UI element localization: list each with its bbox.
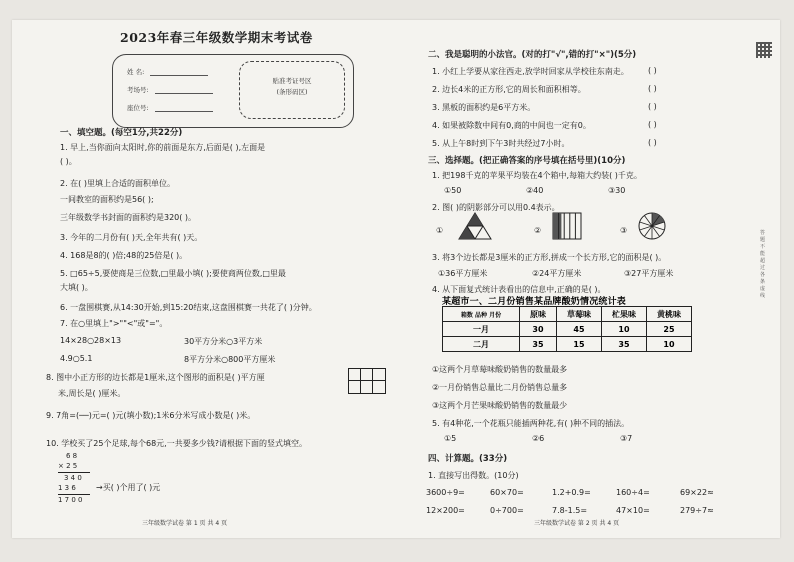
name-field[interactable]: [150, 75, 208, 76]
table-cell: 25: [647, 322, 692, 337]
calc-item: 60×70=: [490, 488, 524, 497]
section-2-heading: 二、我是聪明的小法官。(对的打"√",错的打"×")(5分): [428, 50, 637, 60]
choice-3: 3. 将3个边长都是3厘米的正方形,拼成一个长方形,它的面积是( )。: [432, 253, 667, 262]
judge-5: 5. 从上午8时到下午3时共经过7小时。: [432, 139, 570, 148]
vertical-calc-2: × 2 5: [58, 462, 78, 470]
vertical-calc-4: 1 3 6: [58, 484, 76, 492]
page-footer-2: 三年级数学试卷 第 2 页 共 4 页: [534, 520, 620, 527]
question-8-cont: 米,周长是( )厘米。: [58, 389, 126, 398]
choice-4: 4. 从下面复式统计表看出的信息中,正确的是( )。: [432, 285, 606, 294]
compare-c: 4.9○5.1: [60, 354, 93, 363]
question-2-a: 一间教室的面积约是56( );: [60, 195, 154, 204]
calc-item: 47×10=: [616, 506, 650, 515]
judge-5-paren[interactable]: ( ): [648, 138, 657, 147]
judge-3-paren[interactable]: ( ): [648, 102, 657, 111]
seat-label: 座位号:: [127, 104, 149, 112]
question-4: 4. 168是8的( )倍;48的25倍是( )。: [60, 251, 188, 260]
choice-5-opt-2[interactable]: ②6: [532, 434, 545, 443]
choice-3-opt-3[interactable]: ③27平方厘米: [624, 269, 674, 278]
exam-room-field[interactable]: [155, 93, 213, 94]
page-footer-1: 三年级数学试卷 第 1 页 共 4 页: [142, 520, 228, 527]
section-3-heading: 三、选择题。(把正确答案的序号填在括号里)(10分): [428, 156, 626, 166]
table-cell: 45: [557, 322, 602, 337]
rect-strips-figure: [552, 212, 582, 240]
choice-2-opt-1[interactable]: ①: [436, 226, 444, 235]
compare-b: 30平方分米○3平方米: [184, 337, 263, 346]
question-1: 1. 早上,当你面向太阳时,你的前面是东方,后面是( ),左面是: [60, 143, 266, 152]
vertical-calc-1: 6 8: [66, 452, 78, 460]
compare-d: 8平方分米○800平方厘米: [184, 355, 276, 364]
judge-4: 4. 如果被除数中间有0,商的中间也一定有0。: [432, 121, 591, 130]
choice-5: 5. 有4种花,一个花瓶只能插两种花,有( )种不同的插法。: [432, 419, 630, 428]
table-header-cell: 黄桃味: [647, 307, 692, 322]
section-1-heading: 一、填空题。(每空1分,共22分): [60, 128, 183, 138]
barcode-area: [239, 61, 345, 119]
choice-2-opt-2[interactable]: ②: [534, 226, 542, 235]
choice-1-opt-3[interactable]: ③30: [608, 186, 626, 195]
vertical-calc-5: 1 7 0 0: [58, 496, 83, 504]
stats-table-title: 某超市一、二月份销售某品牌酸奶情况统计表: [442, 297, 627, 307]
exam-room-label: 考场号:: [127, 86, 149, 94]
choice-1: 1. 把198千克的苹果平均装在4个箱中,每箱大约装( )千克。: [432, 171, 642, 180]
question-7: 7. 在○里填上">""<"或"="。: [60, 319, 168, 328]
table-header-row: [443, 307, 692, 322]
choice-5-opt-3[interactable]: ③7: [620, 434, 633, 443]
choice-3-opt-1[interactable]: ①36平方厘米: [438, 269, 488, 278]
barcode-sublabel: (条形码区): [276, 88, 308, 96]
triangle-figure: [458, 212, 492, 240]
question-2-b: 三年级数学书封面的面积约是320( )。: [60, 213, 197, 222]
circle-figure: [638, 212, 666, 240]
table-cell: 35: [520, 337, 557, 352]
calc-item: 12×200=: [426, 506, 465, 515]
square-grid-figure: [348, 368, 386, 394]
table-header-cell: 箱数 品种 月份: [443, 307, 520, 322]
table-cell: 10: [647, 337, 692, 352]
seat-field[interactable]: [155, 111, 213, 112]
compare-a: 14×28○28×13: [60, 336, 122, 345]
judge-1: 1. 小红上学要从家往西走,放学时回家从学校往东南走。: [432, 67, 629, 76]
choice-1-opt-1[interactable]: ①50: [444, 186, 462, 195]
student-info-box: [112, 54, 354, 128]
table-cell: 15: [557, 337, 602, 352]
question-10: 10. 学校买了25个足球,每个68元,一共要多少钱?请根据下面的竖式填空。: [46, 439, 307, 448]
calc-line-2: [58, 494, 90, 495]
question-8: 8. 图中小正方形的边长都是1厘米,这个图形的面积是( )平方厘: [46, 373, 265, 382]
calc-item: 160÷4=: [616, 488, 650, 497]
table-row: [443, 337, 692, 352]
calc-instruction: 1. 直接写出得数。(10分): [428, 471, 519, 480]
question-9: 9. 7角=(──)元=( )元(填小数);1米6分米写成小数是( )米。: [46, 411, 256, 420]
vertical-calc-3: 3 4 0: [64, 474, 82, 482]
section-4-heading: 四、计算题。(33分): [428, 454, 508, 464]
choice-4-opt-3[interactable]: ③这两个月芒果味酸奶销售的数量最少: [432, 401, 568, 410]
choice-5-opt-1[interactable]: ①5: [444, 434, 457, 443]
calc-item: 7.8-1.5=: [552, 506, 588, 515]
stats-table: [442, 306, 692, 352]
name-label: 姓 名:: [127, 68, 145, 76]
question-5: 5. □65÷5,要使商是三位数,□里最小填( );要使商两位数,□里最: [60, 269, 286, 278]
choice-2-opt-3[interactable]: ③: [620, 226, 628, 235]
question-2: 2. 在( )里填上合适的面积单位。: [60, 179, 175, 188]
question-3: 3. 今年的二月份有( )天,全年共有( )天。: [60, 233, 203, 242]
qr-code-icon: [756, 42, 772, 58]
margin-note: 答题不能超过各条虚线: [760, 230, 766, 299]
judge-1-paren[interactable]: ( ): [648, 66, 657, 75]
judge-4-paren[interactable]: ( ): [648, 120, 657, 129]
judge-3: 3. 黑板的面积约是6平方米。: [432, 103, 536, 112]
choice-3-opt-2[interactable]: ②24平方厘米: [532, 269, 582, 278]
table-row: [443, 322, 692, 337]
table-header-cell: 原味: [520, 307, 557, 322]
judge-2: 2. 边长4米的正方形,它的周长和面积相等。: [432, 85, 586, 94]
exam-title: 2023年春三年级数学期末考试卷: [120, 30, 313, 45]
table-header-cell: 草莓味: [557, 307, 602, 322]
table-cell: 10: [602, 322, 647, 337]
calc-line-1: [58, 472, 90, 473]
calc-item: 1.2+0.9=: [552, 488, 591, 497]
vertical-calc-answer: →买( )个用了( )元: [96, 483, 161, 492]
choice-1-opt-2[interactable]: ②40: [526, 186, 544, 195]
table-cell: 35: [602, 337, 647, 352]
table-cell: 一月: [443, 322, 520, 337]
exam-paper: [12, 20, 780, 538]
calc-item: 3600÷9=: [426, 488, 465, 497]
barcode-label: 贴准考证号区: [272, 77, 312, 85]
choice-2: 2. 图( )的阴影部分可以用0.4表示。: [432, 203, 560, 212]
question-5-cont: 大填( )。: [60, 283, 93, 292]
judge-2-paren[interactable]: ( ): [648, 84, 657, 93]
question-1-cont: ( )。: [60, 157, 77, 166]
calc-item: 279÷7≈: [680, 506, 714, 515]
choice-4-opt-2[interactable]: ②一月份销售总量比二月份销售总量多: [432, 383, 568, 392]
table-cell: 二月: [443, 337, 520, 352]
calc-item: 69×22≈: [680, 488, 714, 497]
table-cell: 30: [520, 322, 557, 337]
calc-item: 0÷700=: [490, 506, 524, 515]
question-6: 6. 一盘围棋赛,从14:30开始,到15:20结束,这盘围棋赛一共花了( )分钟。: [60, 303, 317, 312]
choice-4-opt-1[interactable]: ①这两个月草莓味酸奶销售的数量最多: [432, 365, 568, 374]
table-header-cell: 杧果味: [602, 307, 647, 322]
